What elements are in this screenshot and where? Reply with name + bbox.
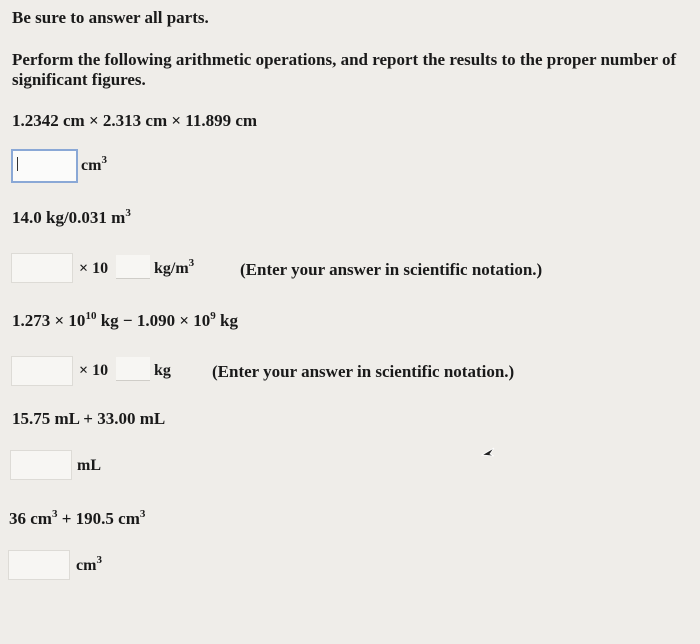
problem-1-expression: 1.2342 cm × 2.313 cm × 11.899 cm: [12, 111, 258, 130]
answer-3-exponent-input[interactable]: [116, 357, 150, 381]
answer-2-exponent-input[interactable]: [116, 255, 150, 279]
mouse-pointer-icon: [481, 447, 495, 465]
problem-5-expression: 36 $cm^3 + 190.5$ $cm^3$: [9, 508, 146, 528]
times-ten-label: × 10: [79, 362, 109, 379]
problem-2-expression: 14.0 kg/0.031 $m^3$: [12, 207, 131, 227]
scientific-notation-note: (Enter your answer in scientific notation.): [212, 362, 515, 381]
answer-2-coefficient-input[interactable]: [11, 253, 73, 283]
problem-3-expression: $1.273 \times 10^{10}$ kg − $1.090 \times 10^9$ kg: [12, 310, 238, 330]
times-ten-label: × 10: [79, 260, 109, 277]
text-caret: [17, 157, 18, 171]
answer-3-unit: kg: [154, 362, 171, 379]
answer-4-unit: mL: [77, 457, 101, 474]
answer-5-input[interactable]: [8, 550, 70, 580]
answer-3-coefficient-input[interactable]: [11, 356, 73, 386]
question-prompt: Perform the following arithmetic operations, and report the results to the proper number of significant figures.: [12, 50, 677, 89]
scientific-notation-note: (Enter your answer in scientific notation.): [240, 260, 543, 279]
problem-4-expression: 15.75 mL + 33.00 mL: [12, 409, 166, 428]
answer-4-input[interactable]: [10, 450, 72, 480]
answer-1-input[interactable]: [11, 149, 78, 183]
answer-5-unit: $cm^3$: [76, 554, 102, 574]
instructions-text: Be sure to answer all parts.: [12, 8, 209, 27]
answer-1-unit: $cm^3$: [81, 154, 107, 174]
answer-2-unit: $kg/m^3$: [154, 257, 195, 277]
